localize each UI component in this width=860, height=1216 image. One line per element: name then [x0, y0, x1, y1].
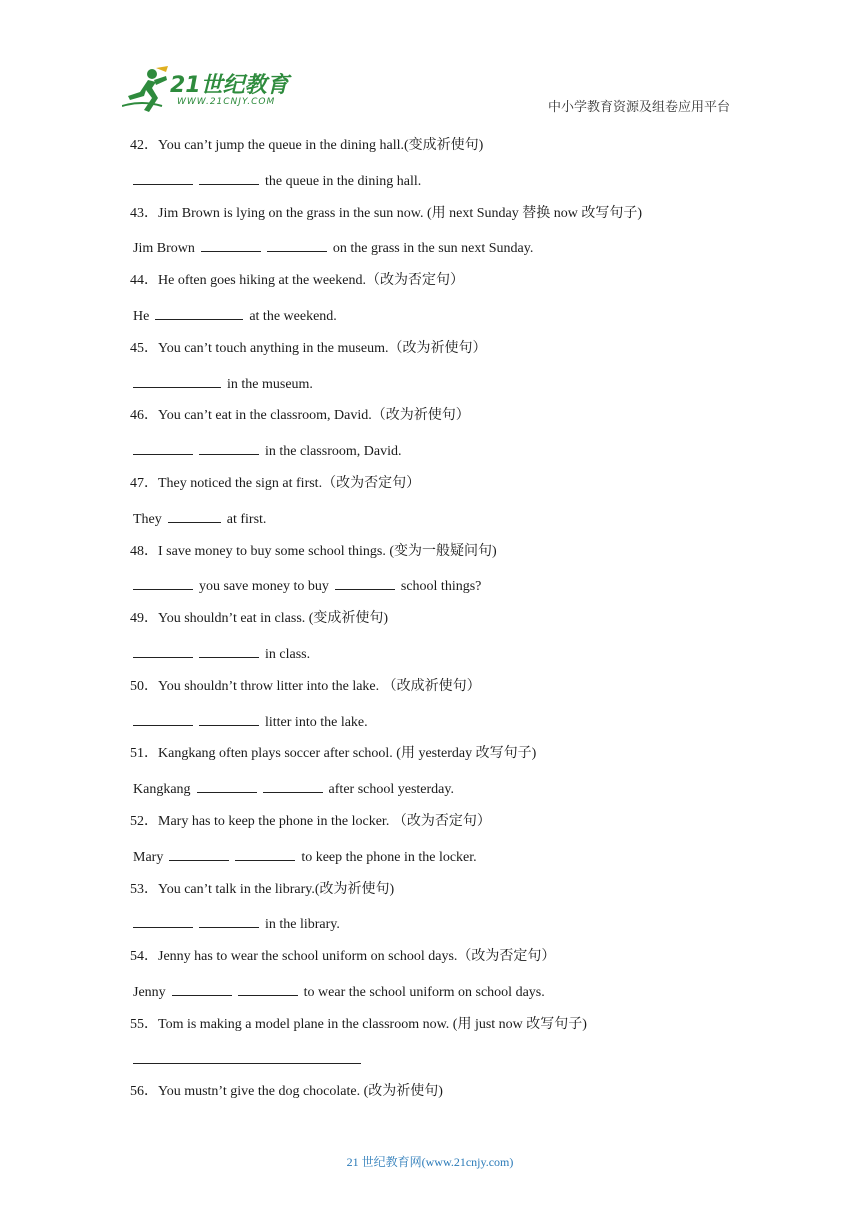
answer-line	[130, 711, 371, 733]
question-prompt: 47．They noticed the sign at first.（改为否定句）	[130, 476, 421, 491]
answer-text: Kangkang	[133, 782, 191, 798]
answer-line	[130, 237, 536, 259]
answer-line	[130, 1049, 364, 1071]
question-prompt: 51．Kangkang often plays soccer after school. (用 yesterday 改写句子)	[130, 746, 537, 762]
answer-text: Mary	[133, 849, 164, 865]
answer-line	[130, 575, 484, 597]
answer-blank[interactable]	[199, 913, 259, 928]
answer-text: after school yesterday.	[328, 782, 454, 798]
answer-text: in the museum.	[227, 376, 313, 392]
question-prompt: 53．You can’t talk in the library.(改为祈使句)	[130, 881, 395, 897]
answer-line	[130, 913, 343, 935]
answer-blank[interactable]	[133, 575, 193, 590]
answer-blank[interactable]	[155, 305, 243, 320]
logo	[122, 66, 297, 118]
answer-text: the queue in the dining hall.	[265, 173, 422, 189]
answer-text: Jenny	[133, 985, 166, 1000]
page-footer: 21 世纪教育网(www.21cnjy.com)	[346, 1155, 514, 1169]
answer-blank[interactable]	[238, 981, 298, 996]
answer-blank[interactable]	[335, 575, 395, 590]
answer-blank[interactable]	[133, 440, 193, 455]
header-tagline: 中小学教育资源及组卷应用平台	[547, 100, 730, 115]
answer-blank[interactable]	[235, 846, 295, 861]
answer-blank[interactable]	[168, 508, 221, 523]
logo-url: WWW.21CNJY.COM	[177, 97, 276, 107]
answer-text: at first.	[226, 511, 267, 527]
answer-text: He	[133, 309, 150, 324]
answer-blank[interactable]	[172, 981, 232, 996]
answer-blank[interactable]	[199, 643, 259, 658]
question-prompt: 46．You can’t eat in the classroom, David.（改为祈使句）	[130, 408, 470, 424]
answer-text: They	[133, 511, 162, 527]
answer-blank[interactable]	[133, 711, 193, 726]
answer-blank[interactable]	[197, 778, 257, 793]
answer-line	[130, 846, 480, 868]
runner-logo-icon	[122, 66, 172, 116]
answer-line	[130, 981, 548, 1003]
answer-line	[130, 643, 313, 665]
answer-text: to keep the phone in the locker.	[301, 849, 477, 865]
answer-blank[interactable]	[133, 170, 193, 185]
answer-text: litter into the lake.	[265, 714, 368, 730]
answer-text: on the grass in the sun next Sunday.	[332, 241, 534, 257]
answer-blank[interactable]	[199, 440, 259, 455]
question-prompt: 56．You mustn’t give the dog chocolate. (改为祈使句)	[130, 1084, 443, 1100]
question-prompt: 49．You shouldn’t eat in class. (变成祈使句)	[130, 611, 389, 627]
question-prompt: 43．Jim Brown is lying on the grass in the sun now. (用 next Sunday 替换 now 改写句子)	[130, 205, 643, 221]
answer-blank[interactable]	[133, 373, 221, 388]
question-prompt: 44．He often goes hiking at the weekend.（改为否定句）	[130, 273, 464, 289]
question-prompt: 50．You shouldn’t throw litter into the lake. （改成祈使句）	[130, 678, 481, 694]
answer-text: in the classroom, David.	[265, 444, 402, 460]
answer-text: Jim Brown	[133, 241, 195, 257]
answer-text: to wear the school uniform on school days.	[303, 985, 545, 1000]
answer-line	[130, 305, 340, 327]
answer-line	[130, 170, 424, 192]
answer-line	[130, 508, 269, 530]
answer-blank[interactable]	[133, 643, 193, 658]
answer-text: at the weekend.	[249, 309, 337, 324]
answer-blank[interactable]	[263, 778, 323, 793]
answer-line	[130, 778, 457, 800]
answer-blank[interactable]	[199, 170, 259, 185]
logo-text: 21世纪教育	[170, 73, 289, 98]
answer-text: you save money to buy	[199, 579, 329, 595]
answer-blank[interactable]	[201, 237, 261, 252]
question-prompt: 45．You can’t touch anything in the museum.（改为祈使句）	[130, 340, 487, 356]
answer-blank[interactable]	[169, 846, 229, 861]
question-prompt: 54．Jenny has to wear the school uniform on school days.（改为否定句）	[130, 949, 556, 965]
answer-blank[interactable]	[133, 1049, 361, 1064]
answer-text: school things?	[400, 579, 482, 595]
question-prompt: 52．Mary has to keep the phone in the locker. （改为否定句）	[130, 814, 491, 829]
answer-text: in the library.	[265, 917, 340, 933]
answer-line	[130, 440, 404, 462]
question-prompt: 42．You can’t jump the queue in the dining hall.(变成祈使句)	[130, 138, 484, 153]
page-header	[0, 0, 860, 125]
answer-text: in class.	[265, 647, 311, 662]
question-prompt: 48．I save money to buy some school things. (变为一般疑问句)	[130, 543, 497, 559]
answer-line	[130, 373, 316, 395]
answer-blank[interactable]	[199, 711, 259, 726]
answer-blank[interactable]	[267, 237, 327, 252]
answer-blank[interactable]	[133, 913, 193, 928]
question-prompt: 55．Tom is making a model plane in the classroom now. (用 just now 改写句子)	[130, 1016, 587, 1032]
